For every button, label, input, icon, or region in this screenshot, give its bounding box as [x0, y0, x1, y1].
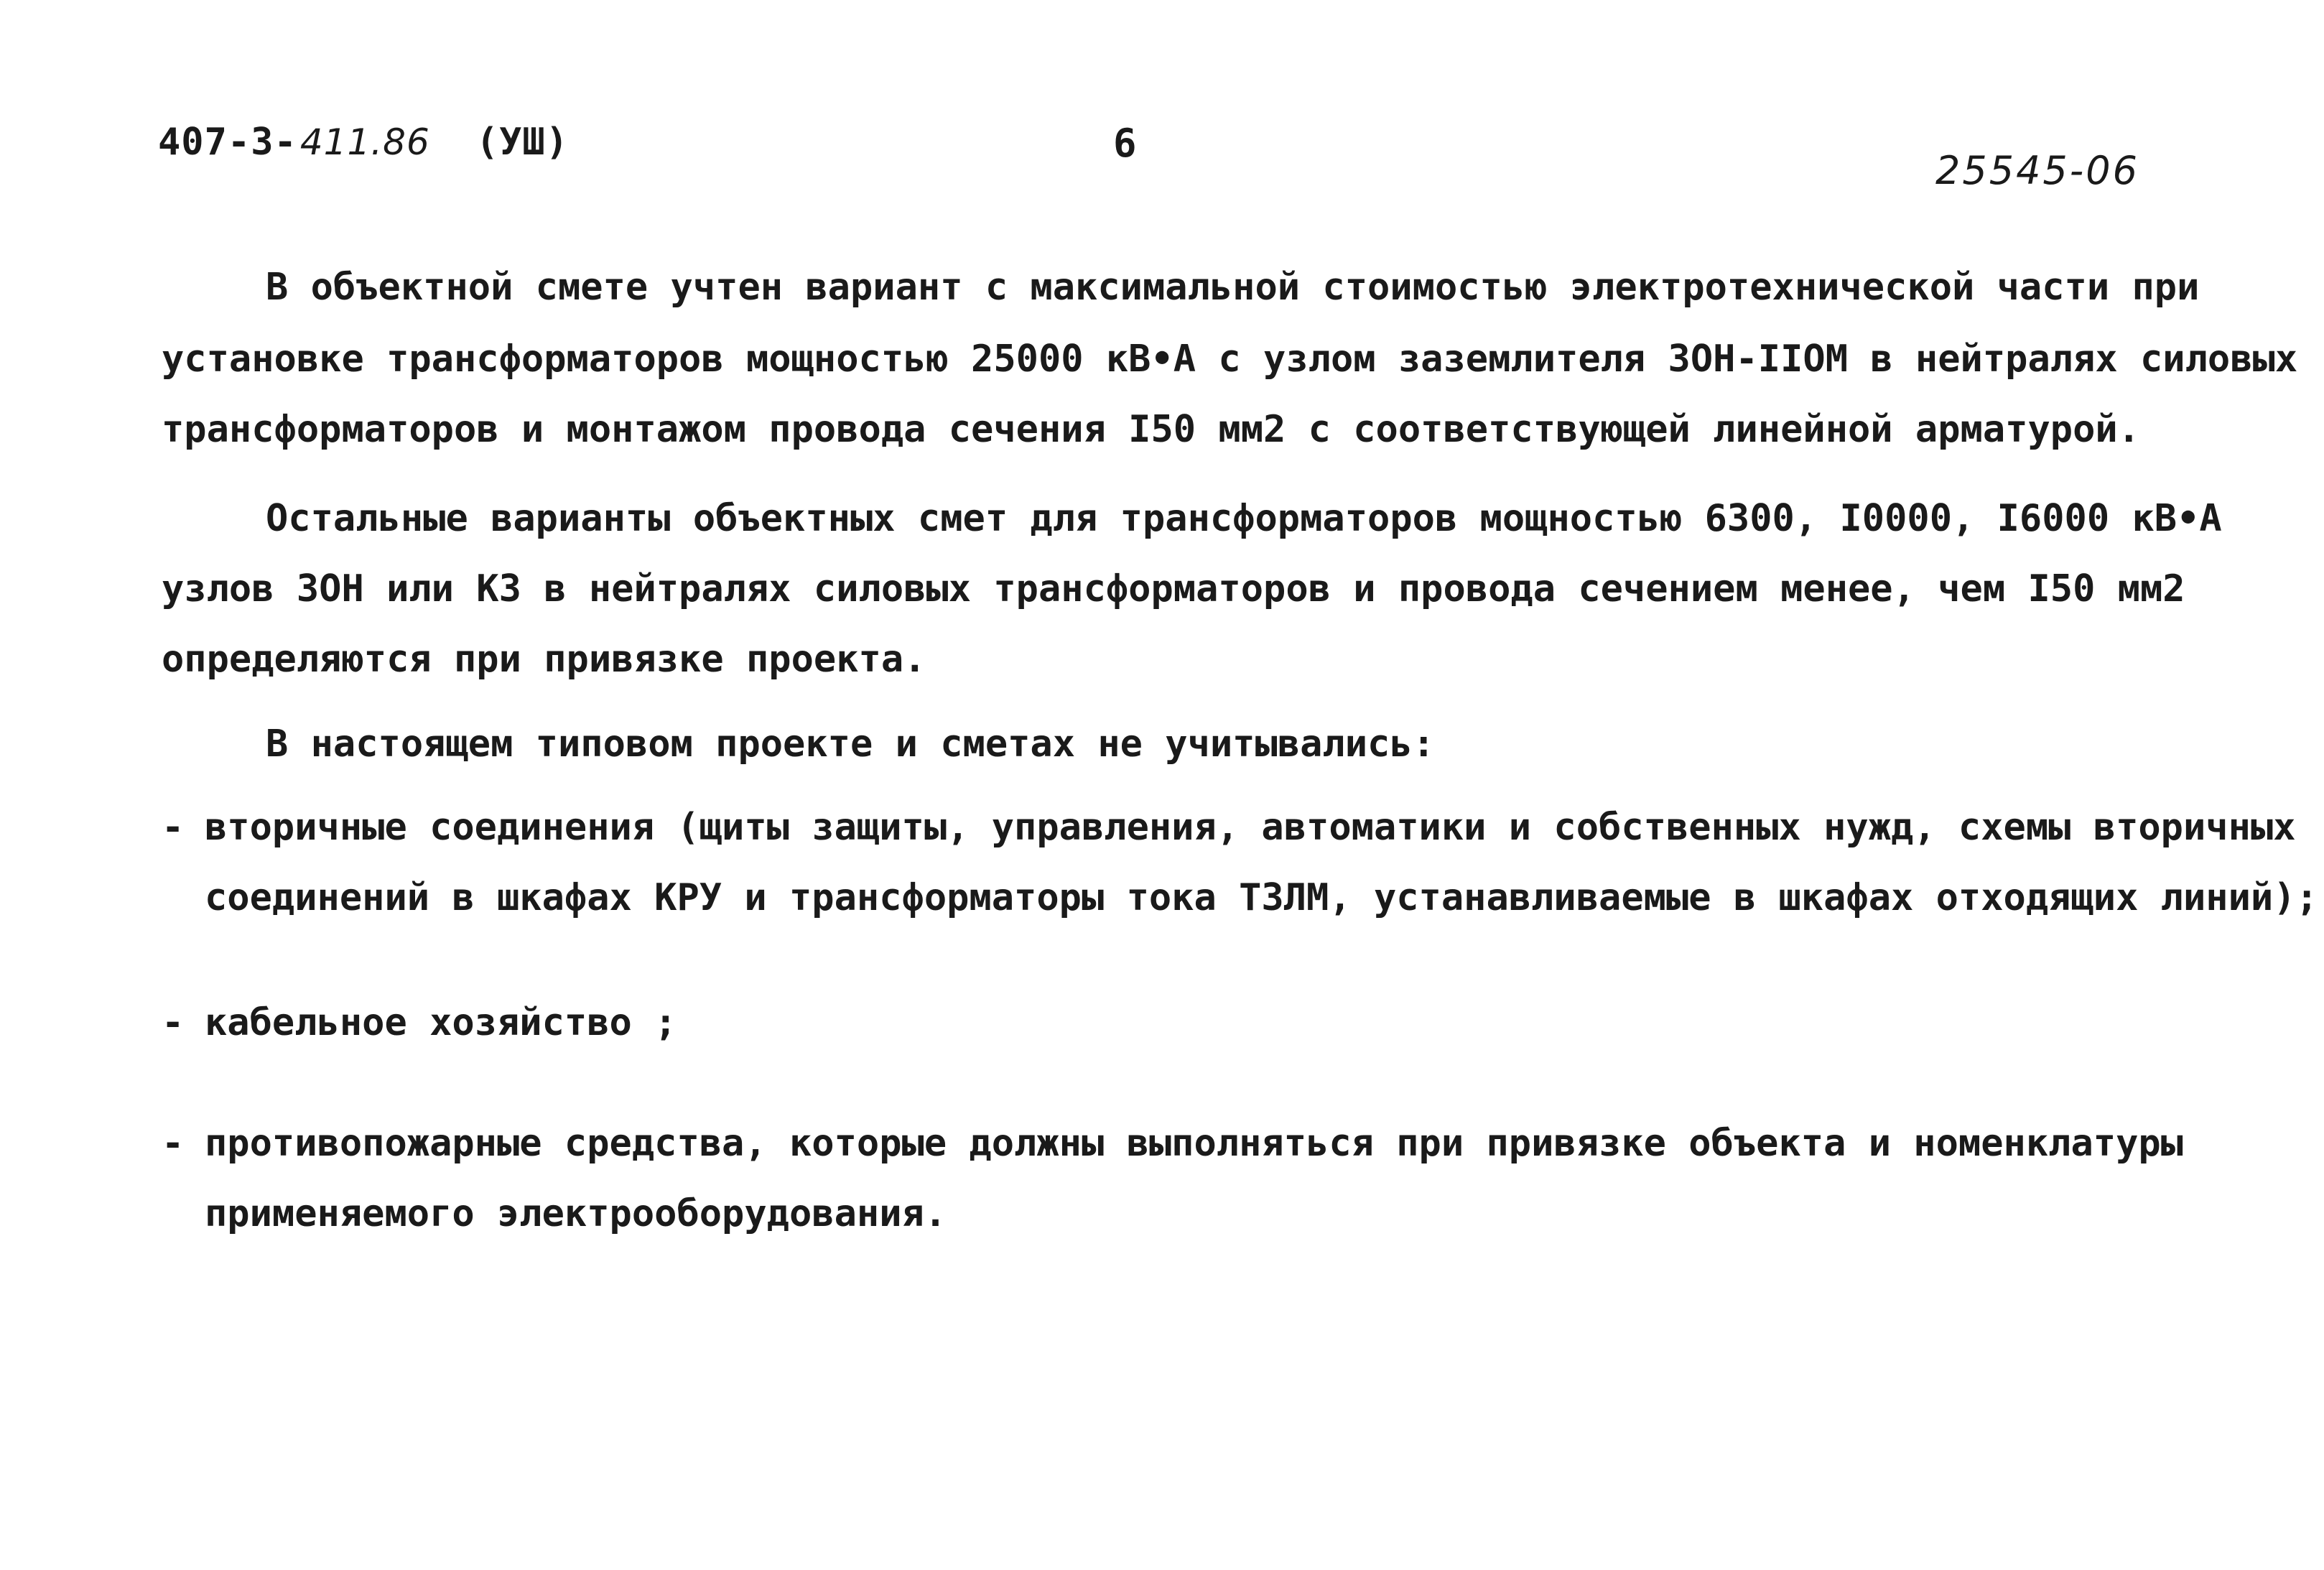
archive-number: 25545-06: [1935, 148, 2139, 193]
paragraph-1-line-2: установке трансформаторов мощностью 25000 кВ•А с узлом заземлителя ЗОН-IIОМ в нейтралях силовых: [162, 338, 2298, 381]
bullet-3-line-1: [162, 1122, 2183, 1165]
bullet-3-line-2: применяемого электрооборудования.: [205, 1192, 947, 1235]
bullet-3-text-1: противопожарные средства, которые должны выполняться при привязке объекта и номенклатуры: [205, 1122, 2183, 1165]
bullet-dash: -: [162, 1122, 185, 1165]
page-number: 6: [1113, 121, 1137, 166]
bullet-dash: -: [162, 806, 185, 849]
paragraph-1-line-3: трансформаторов и монтажом провода сечения I50 мм2 с соответствующей линейной арматурой.: [162, 408, 2140, 451]
paragraph-2-line-2: узлов ЗОН или КЗ в нейтралях силовых трансформаторов и провода сечением менее, чем I50 мм2: [162, 567, 2185, 610]
project-code-handwritten: 411.86: [299, 121, 430, 163]
bullet-2-line-1: [162, 1001, 677, 1044]
sheet-label: (УШ): [475, 121, 570, 164]
bullet-1-text-1: вторичные соединения (щиты защиты, управления, автоматики и собственных нужд, схемы вторичных: [205, 806, 2296, 849]
paragraph-1-line-1: В объектной смете учтен вариант с максимальной стоимостью электротехнической части при: [266, 266, 2200, 309]
bullet-2-text-1: кабельное хозяйство ;: [205, 1001, 677, 1044]
project-code-prefix: 407-3-: [158, 121, 297, 164]
paragraph-2-line-1: Остальные варианты объектных смет для трансформаторов мощностью 6300, I0000, I6000 кВ•А: [266, 497, 2222, 540]
project-code: [158, 121, 569, 164]
bullet-dash: -: [162, 1001, 185, 1044]
paragraph-3: В настоящем типовом проекте и сметах не учитывались:: [266, 723, 1435, 766]
bullet-1-line-2: соединений в шкафах КРУ и трансформаторы тока ТЗЛМ, устанавливаемые в шкафах отходящих линий);: [205, 876, 2318, 919]
paragraph-2-line-3: определяются при привязке проекта.: [162, 638, 926, 681]
bullet-1-line-1: [162, 806, 2296, 849]
